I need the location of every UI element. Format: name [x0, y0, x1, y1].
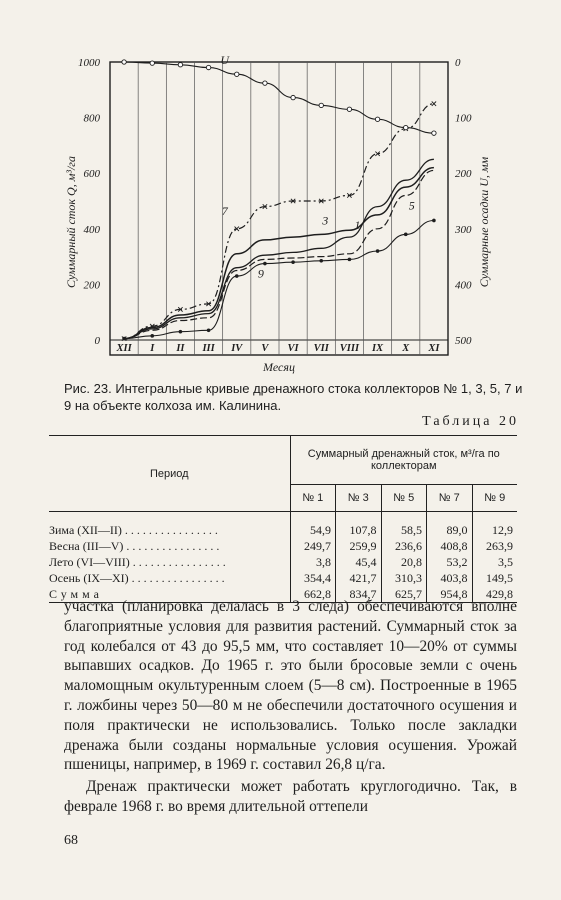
value-cell: 263,9: [472, 538, 517, 554]
value-cell: 408,8: [427, 538, 472, 554]
series-point-9: [179, 330, 183, 334]
value-cell: 45,4: [336, 554, 381, 570]
period-cell: Зима (XII—II) . . . . . . . . . . . . . . . .: [49, 523, 218, 537]
period-header: Период: [49, 436, 290, 512]
month-tick-label: VII: [313, 343, 329, 354]
month-tick-label: VIII: [339, 343, 360, 354]
right-axis-ticks: [454, 57, 472, 347]
month-tick-label: IX: [372, 343, 384, 354]
month-gridlines: [138, 62, 420, 355]
value-cell: 954,8: [427, 586, 472, 603]
series-label-7: 7: [221, 203, 228, 218]
series-point-9: [150, 334, 154, 338]
y2-tick-label: 200: [455, 168, 472, 181]
value-cell: 3,8: [290, 554, 335, 570]
column-header: № 3: [336, 485, 381, 512]
y2-tick-label: 100: [455, 112, 472, 125]
y-axis-label: Суммарный сток Q, м³/га: [64, 156, 78, 288]
series-point-9: [235, 274, 239, 278]
paragraph: Дренаж практически может работать круглогодично. Так, в феврале 1968 г. во время длительной оттепели: [64, 778, 517, 815]
month-tick-label: IV: [231, 343, 243, 354]
y2-tick-label: 0: [455, 57, 461, 69]
series-point-9: [348, 258, 352, 262]
value-cell: 149,5: [472, 570, 517, 586]
value-cell: 89,0: [427, 512, 472, 539]
series-point-U: [375, 117, 379, 121]
series-point-U: [404, 125, 408, 129]
value-cell: 53,2: [427, 554, 472, 570]
column-header: № 7: [427, 485, 472, 512]
y-tick-label: 600: [83, 168, 100, 181]
series-label-1: 1: [354, 218, 361, 233]
table-row: [49, 554, 517, 570]
period-cell: Осень (IX—XI) . . . . . . . . . . . . . . . .: [49, 571, 225, 585]
series-point-9: [432, 219, 436, 223]
column-header: № 1: [290, 485, 335, 512]
series-point-9: [319, 259, 323, 263]
month-tick-label: XII: [116, 343, 132, 354]
month-tick-label: I: [150, 343, 155, 354]
series-point-9: [263, 262, 267, 266]
value-cell: 259,9: [336, 538, 381, 554]
series-point-9: [376, 249, 380, 253]
month-tick-label: V: [261, 343, 269, 354]
month-tick-label: II: [176, 343, 185, 354]
series-point-U: [206, 65, 210, 69]
value-cell: 58,5: [381, 512, 426, 539]
series-label-3: 3: [322, 213, 329, 228]
series-point-U: [432, 131, 436, 135]
value-cell: 236,6: [381, 538, 426, 554]
series-point-U: [178, 63, 182, 67]
value-cell: 421,7: [336, 570, 381, 586]
y-tick-label: 200: [83, 279, 100, 292]
table-row: [49, 512, 517, 539]
left-axis-ticks: [78, 57, 101, 347]
period-cell: Сумма: [49, 586, 290, 603]
value-cell: 12,9: [472, 512, 517, 539]
y2-tick-label: 300: [455, 223, 472, 236]
series-point-9: [291, 260, 295, 264]
x-axis-label: Месяц: [263, 360, 295, 374]
series-point-U: [150, 61, 154, 65]
value-cell: 403,8: [427, 570, 472, 586]
value-cell: 662,8: [290, 586, 335, 603]
drainage-table: [49, 435, 517, 603]
y-tick-label: 1000: [78, 57, 100, 69]
body-text: [64, 597, 517, 817]
y-tick-label: 400: [83, 223, 100, 236]
value-cell: 107,8: [336, 512, 381, 539]
period-cell: Лето (VI—VIII) . . . . . . . . . . . . . . . .: [49, 555, 226, 569]
period-cell: Весна (III—V) . . . . . . . . . . . . . . . .: [49, 539, 220, 553]
y-tick-label: 800: [83, 112, 100, 125]
drainage-chart: [0, 0, 561, 378]
series-point-U: [122, 60, 126, 64]
month-tick-label: XI: [428, 343, 440, 354]
column-header: № 5: [381, 485, 426, 512]
value-cell: 310,3: [381, 570, 426, 586]
month-tick-label: VI: [287, 343, 299, 354]
value-cell: 249,7: [290, 538, 335, 554]
y2-tick-label: 500: [455, 335, 472, 347]
month-tick-label: III: [202, 343, 215, 354]
series-point-U: [291, 95, 295, 99]
page-number: 68: [64, 833, 78, 848]
series-point-U: [347, 107, 351, 111]
table-row: [49, 570, 517, 586]
series-point-9: [207, 328, 211, 332]
value-cell: 354,4: [290, 570, 335, 586]
figure-caption: Рис. 23. Интегральные кривые дренажного стока коллекторов № 1, 3, 5, 7 и 9 на объекте колхоза им. Калинина.: [64, 381, 523, 413]
y2-tick-label: 400: [455, 279, 472, 292]
series-label-5: 5: [408, 198, 415, 213]
y2-axis-label: Суммарные осадки U, мм: [477, 156, 491, 288]
series-point-U: [263, 81, 267, 85]
series-point-U: [235, 72, 239, 76]
series-point-U: [319, 103, 323, 107]
month-tick-label: X: [402, 343, 410, 354]
series-point-9: [122, 337, 126, 341]
value-cell: 20,8: [381, 554, 426, 570]
value-cell: 625,7: [381, 586, 426, 603]
series-label-9: 9: [257, 266, 264, 281]
series-label-U: U: [220, 53, 230, 68]
value-cell: 3,5: [472, 554, 517, 570]
paragraph: участка (планировка делалась в 3 следа) обеспечиваются вполне благоприятные условия для развития растений. Суммарный сток за год колебался от 43 до 95,5 мм, что составляет 10—20% от суммы выпавших осадков. До 1965 г. это были бросовые земли с очень маломощным окультуренным слоем (5—8 см). Построенные в 1965 г. ложбины через 50—80 м не обеспечили достаточного осушения и поля практически не использовались. Только после закладки дренажа были созданы нормальные условия осушения. Урожай пшеницы, например, в 1969 г. составил 26,8 ц/га.: [64, 598, 517, 774]
value-cell: 54,9: [290, 512, 335, 539]
value-cell: 429,8: [472, 586, 517, 603]
table-label: Таблица 20: [422, 414, 519, 429]
series-point-9: [404, 233, 408, 237]
y-tick-label: 0: [94, 335, 100, 347]
group-header: Суммарный дренажный сток, м³/га по коллекторам: [290, 436, 517, 485]
value-cell: 834,7: [336, 586, 381, 603]
table-row: [49, 538, 517, 554]
column-header: № 9: [472, 485, 517, 512]
